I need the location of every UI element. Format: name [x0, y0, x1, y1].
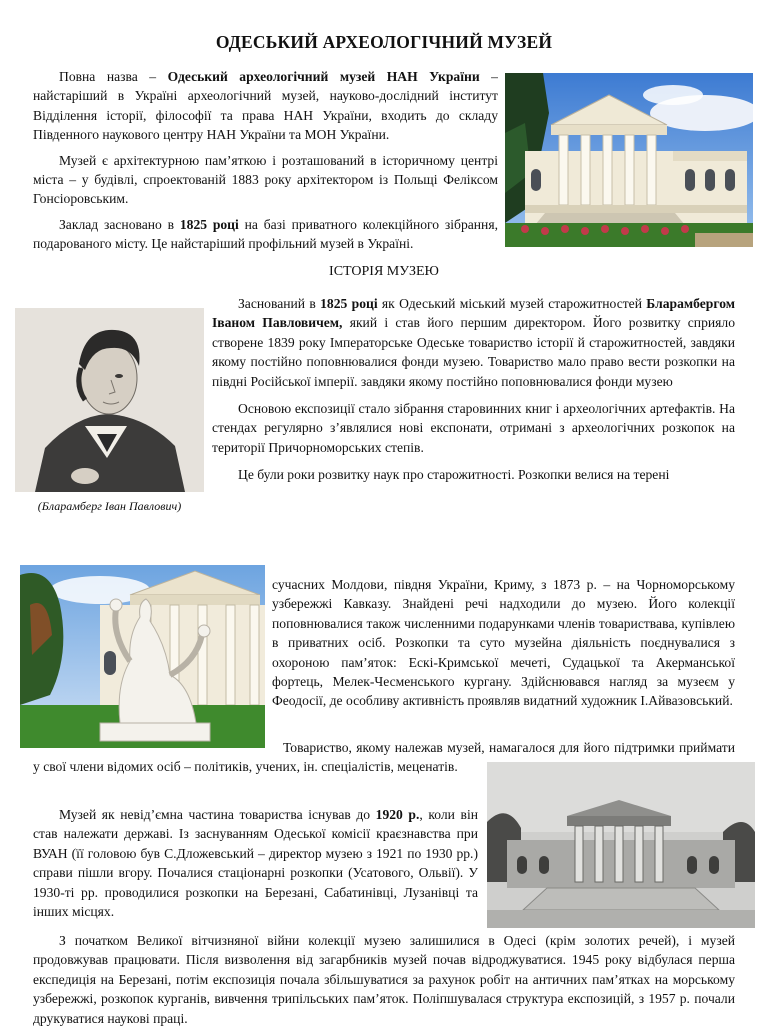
- founder-name: Бларамбергом Іваном Павловичем,: [212, 296, 735, 331]
- portrait-image: [15, 308, 204, 492]
- museum-building-photo: [505, 73, 753, 247]
- history-paragraph-1: Заснований в 1825 році як Одеський міський музей старожитностей Бларамбергом Іваном Павловичем, який і став його першим директором. Його розвитку сприяло створене 1839 року Імператорське Одеське товариство історії й старожитностей, завдяки якому постійно поповнювалися фонди музею. Товариство мало право вести розкопки на півдні Російської імперії. завдяки якому постійно поповнювалися фонди музею: [212, 296, 735, 389]
- history-text-block-2: [272, 575, 735, 711]
- historic-building-photo: [487, 762, 755, 928]
- intro-paragraph-3: Заклад засновано в 1825 році на базі приватного колекційного зібрання, подарованого місту. Це найстаріший профільний музей в Україні.: [33, 216, 498, 252]
- state-year: 1920 р.: [375, 807, 420, 822]
- historic-building-image: [487, 762, 755, 928]
- history-heading: ІСТОРІЯ МУЗЕЮ: [329, 264, 439, 279]
- intro-text: [33, 67, 498, 254]
- portrait-photo: [15, 308, 204, 492]
- founding-year: 1825 році: [179, 216, 239, 232]
- history-paragraph-7: З початком Великої вітчизняної війни колекції музею залишилися в Одесі (крім золотих речей), і музей продовжував працювати. Після визволення від загарбників музей почав відроджуватися. 1945 року відбулася перша експедиція на Березані, потім експозиція почала збільшуватися за рахунок робіт на античних пам’ятках на морському узбережжі, розкопок курганів, вивчення трипільських пам’яток. Поліпшувалася структура експозицій, з 1957 р. почали друкуватися наукові праці.: [33, 933, 735, 1026]
- intro-paragraph-1: Повна назва – Одеський археологічний музей НАН України – найстаріший в Україні археологічний музей, науково-дослідний інститут Відділення історії, філософії та права НАН України, входить до складу Південного наукового центру НАН України та МОН України.: [33, 69, 498, 143]
- museum-building-image: [505, 73, 753, 247]
- intro-paragraph-2: Музей є архітектурною пам’яткою і розташований в історичному центрі міста – у будівлі, спроектованій 1883 року архітектором із Польщі Феліксом Гонсіоровським.: [33, 152, 498, 207]
- history-paragraph-5: Товариство, якому належав музей, намагалося для його підтримки приймати у свої члени відомих осіб – політиків, учених, ін. спеціалістів, меценатів.: [33, 740, 735, 775]
- history-paragraph-2: Основою експозиції стало зібрання старовинних книг і археологічних артефактів. На стендах регулярно з’являлися нові експонати, отримані з археологічних розкопок на території Причорноморських степів.: [212, 401, 735, 455]
- history-text-block-5: [33, 931, 735, 1028]
- history-paragraph-6: Музей як невід’ємна частина товариства існував до 1920 р., коли він став належати державі. Із заснуванням Одеської комісії краєзнавства при ВУАН (її головою був С.Дложевський – директор музею з 1921 по 1930 рр.) справи пішли вгору. Почалися стаціонарні розкопки (Усатового, Ольвії). У 1930-ті рр. проводилися розкопки на Березані, Сабатинівці, Лузанівці та інших місцях.: [33, 807, 478, 920]
- sculpture-image: [20, 565, 265, 748]
- history-paragraph-4: сучасних Молдови, півдня України, Криму, з 1873 р. – на Чорноморському узбережжі Кавказу. Знайдені речі надходили до музею. Його колекції поповнювалися також численними подарунками членів товариствава, купівлею в приватних осіб. Розкопки та суто музейна діяльність поєднувалися з охороною пам’яток: Ескі-Кримської мечеті, Судацької та Акерманської фортець, Мелек-Чесменського кургану. Здійснювався нагляд за музеєм у Феодосії, де особливу активність проявляв видатний художник І.Айвазовський.: [272, 577, 735, 709]
- history-text-block-4: [33, 805, 478, 921]
- history-text-block-1: [212, 294, 735, 485]
- sculpture-photo: [20, 565, 265, 748]
- page-title: ОДЕСЬКИЙ АРХЕОЛОГІЧНИЙ МУЗЕЙ: [215, 32, 553, 52]
- museum-full-name: Одеський археологічний музей НАН України: [167, 69, 480, 84]
- portrait-caption: (Бларамберг Іван Павлович): [37, 499, 182, 513]
- history-paragraph-3: Це були роки розвитку наук про старожитності. Розкопки велися на терені: [238, 467, 670, 483]
